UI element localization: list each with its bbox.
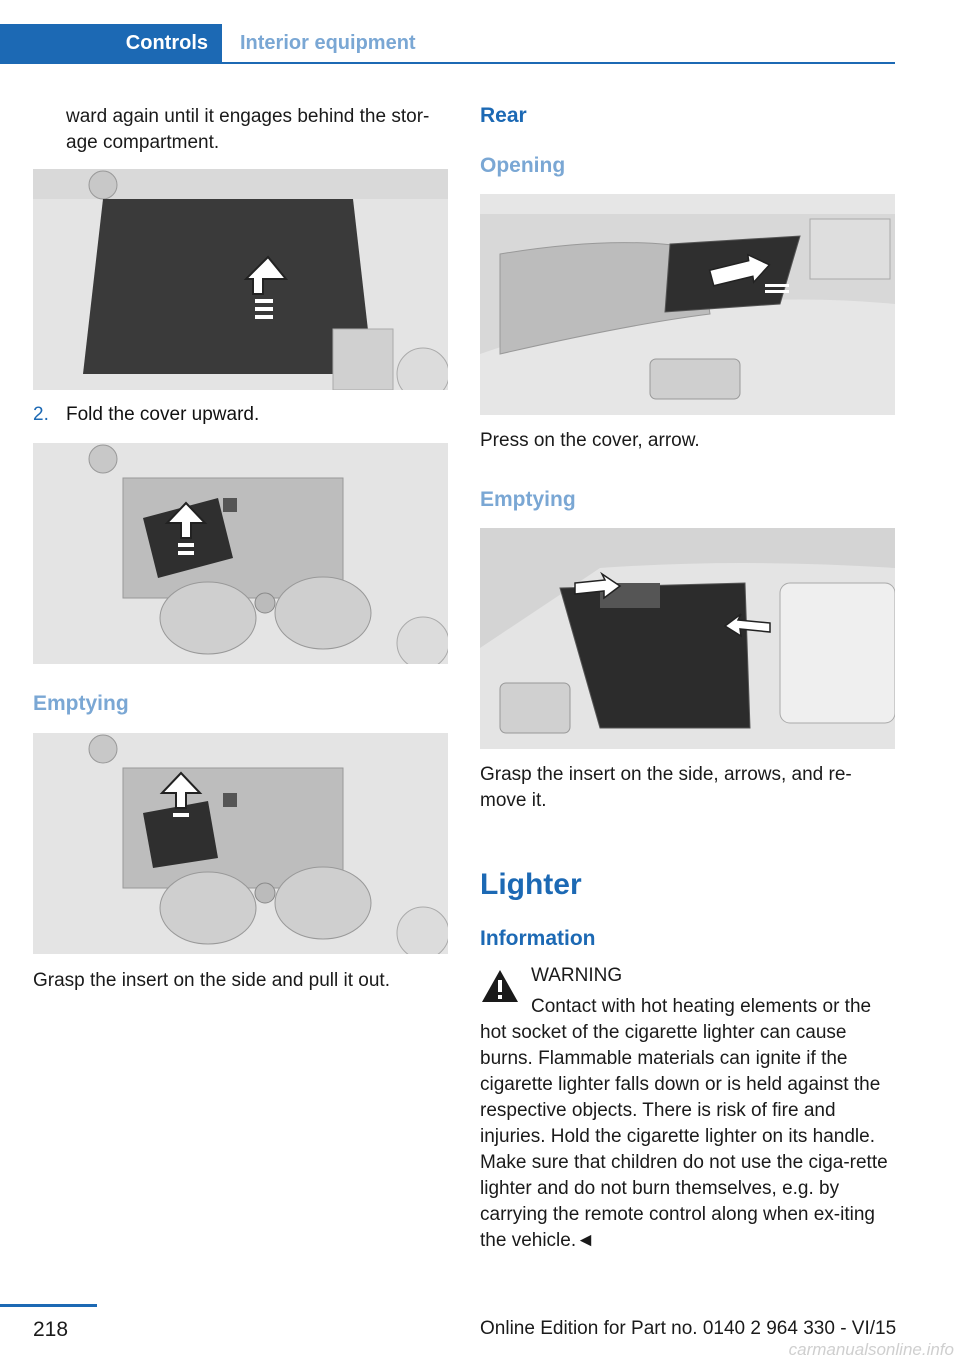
figure-rear-opening <box>480 194 895 415</box>
rear-heading: Rear <box>480 104 527 127</box>
warning-text-first: Contact with hot heating elements or the <box>531 996 872 1017</box>
figure-emptying-front <box>33 733 448 954</box>
warning-text-rest: hot socket of the cigarette lighter can cause burns. Flammable materials can ignite if the cigarette lighter falls down or is held against the respective objects. There is risk of fire and injuries. Hold the cigarette lighter on its handle. Make sure that children do not use the ciga-rette lighter and do not burn themselves, e.g. by carrying the remote control along when ex-iting the vehicle.◄ <box>480 1022 888 1251</box>
watermark: carmanualsonline.info <box>788 1340 954 1359</box>
chapter-tab[interactable]: Controls <box>0 24 222 62</box>
edition-text: Online Edition for Part no. 0140 2 964 330 - VI/15 <box>480 1318 897 1339</box>
warning-label: WARNING <box>531 965 623 986</box>
lighter-heading: Lighter <box>480 868 582 901</box>
emptying-text-right: Grasp the insert on the side, arrows, and re-move it. <box>480 764 852 811</box>
figure-cover-open <box>33 443 448 664</box>
information-heading: Information <box>480 927 596 950</box>
step-2 <box>33 404 259 426</box>
step-number: 2. <box>33 404 49 425</box>
intro-text: ward again until it engages behind the stor-age compartment. <box>66 106 430 153</box>
page-header <box>0 24 895 64</box>
opening-text: Press on the cover, arrow. <box>480 430 700 451</box>
step-text: Fold the cover upward. <box>66 404 260 425</box>
section-tab[interactable]: Interior equipment <box>240 31 416 54</box>
emptying-heading-right: Emptying <box>480 488 576 511</box>
opening-heading: Opening <box>480 154 566 177</box>
page-number-rule <box>0 1304 97 1307</box>
emptying-heading-left: Emptying <box>33 692 129 715</box>
figure-cover-closed <box>33 169 448 390</box>
emptying-text-left: Grasp the insert on the side and pull it out. <box>33 970 390 991</box>
page-number: 218 <box>33 1318 69 1341</box>
figure-emptying-rear <box>480 528 895 749</box>
warning-triangle-icon <box>480 968 520 1004</box>
